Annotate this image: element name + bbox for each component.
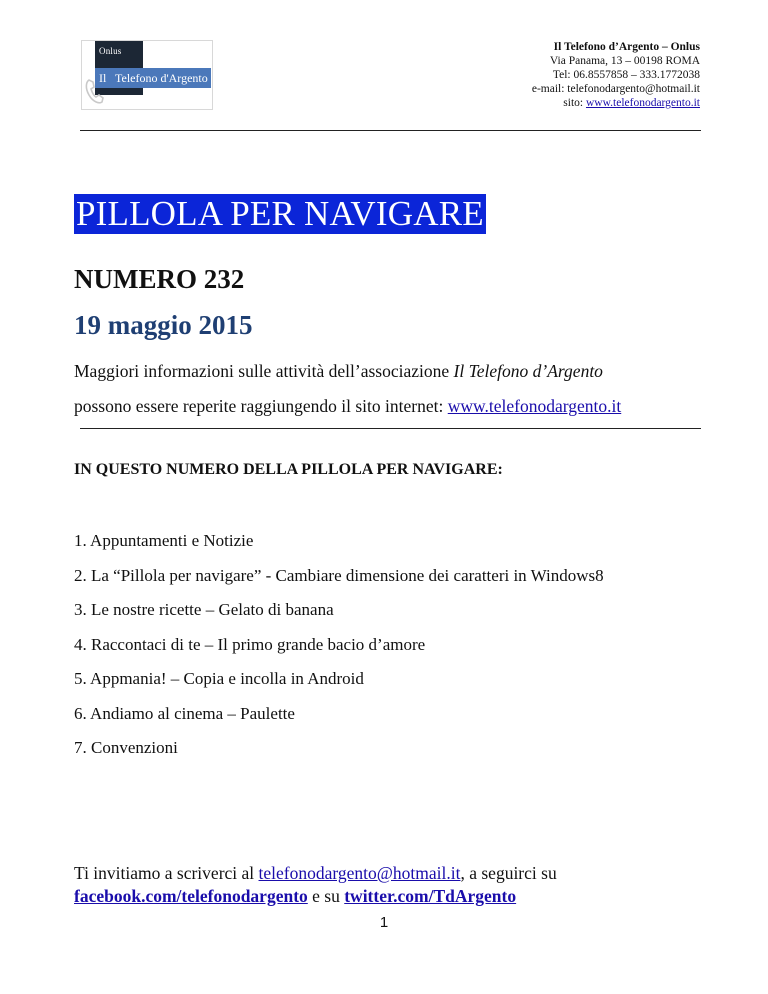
- content-divider: [80, 428, 701, 429]
- toc-item: 6. Andiamo al cinema – Paulette: [74, 703, 295, 723]
- closing-text-3: e su: [307, 886, 345, 906]
- closing-text-2: , a seguirci su: [460, 863, 557, 883]
- info-line-1-text: Maggiori informazioni sulle attività dell’associazione: [74, 361, 454, 381]
- logo-il-text: Il: [99, 71, 107, 85]
- facebook-link[interactable]: facebook.com/telefonodargento: [74, 886, 308, 906]
- contact-phone: Tel: 06.8557858 – 333.1772038: [552, 69, 700, 81]
- website-link[interactable]: www.telefonodargento.it: [447, 396, 622, 416]
- phone-icon: [83, 76, 111, 106]
- info-line-1: [74, 360, 603, 382]
- contact-block: [532, 40, 700, 110]
- toc-item: 2. La “Pillola per navigare” - Cambiare dimensione dei caratteri in Windows8: [74, 565, 604, 585]
- section-title: IN QUESTO NUMERO DELLA PILLOLA PER NAVIGARE:: [74, 461, 503, 478]
- association-name: Il Telefono d’Argento: [453, 361, 603, 381]
- logo-brand-text: Telefono d'Argento: [115, 71, 208, 85]
- closing-line-1: [74, 862, 557, 885]
- logo-onlus-text: Onlus: [99, 46, 122, 56]
- toc-item: 7. Convenzioni: [74, 738, 178, 757]
- info-line-2-text: possono essere reperite raggiungendo il sito internet:: [74, 396, 448, 416]
- association-logo: [81, 40, 212, 110]
- closing-paragraph: [74, 862, 557, 908]
- contact-org: Il Telefono d’Argento – Onlus: [553, 41, 700, 53]
- page-title: PILLOLA PER NAVIGARE: [76, 194, 484, 233]
- toc-item: 1. Appuntamenti e Notizie: [74, 531, 254, 550]
- contact-address: Via Panama, 13 – 00198 ROMA: [549, 55, 700, 67]
- closing-line-2: [74, 885, 557, 908]
- contact-site-label: sito:: [563, 97, 586, 109]
- toc-item: 5. Appmania! – Copia e incolla in Android: [74, 669, 364, 688]
- twitter-link[interactable]: twitter.com/TdArgento: [344, 886, 517, 906]
- contact-site: [532, 96, 700, 110]
- email-link[interactable]: telefonodargento@hotmail.it: [258, 863, 461, 883]
- contact-email: e-mail: telefonodargento@hotmail.it: [531, 83, 700, 95]
- closing-text-1: Ti invitiamo a scriverci al: [74, 863, 259, 883]
- toc-item: 3. Le nostre ricette – Gelato di banana: [74, 600, 334, 619]
- issue-number: NUMERO 232: [74, 264, 245, 294]
- page-number: 1: [379, 914, 389, 931]
- issue-date: 19 maggio 2015: [74, 310, 253, 340]
- info-line-2: [74, 395, 621, 417]
- toc-item: 4. Raccontaci di te – Il primo grande bacio d’amore: [74, 634, 426, 654]
- title-wrapper: [74, 194, 486, 234]
- table-of-contents: [74, 530, 604, 772]
- header-divider: [80, 130, 701, 131]
- contact-site-link[interactable]: www.telefonodargento.it: [585, 97, 700, 109]
